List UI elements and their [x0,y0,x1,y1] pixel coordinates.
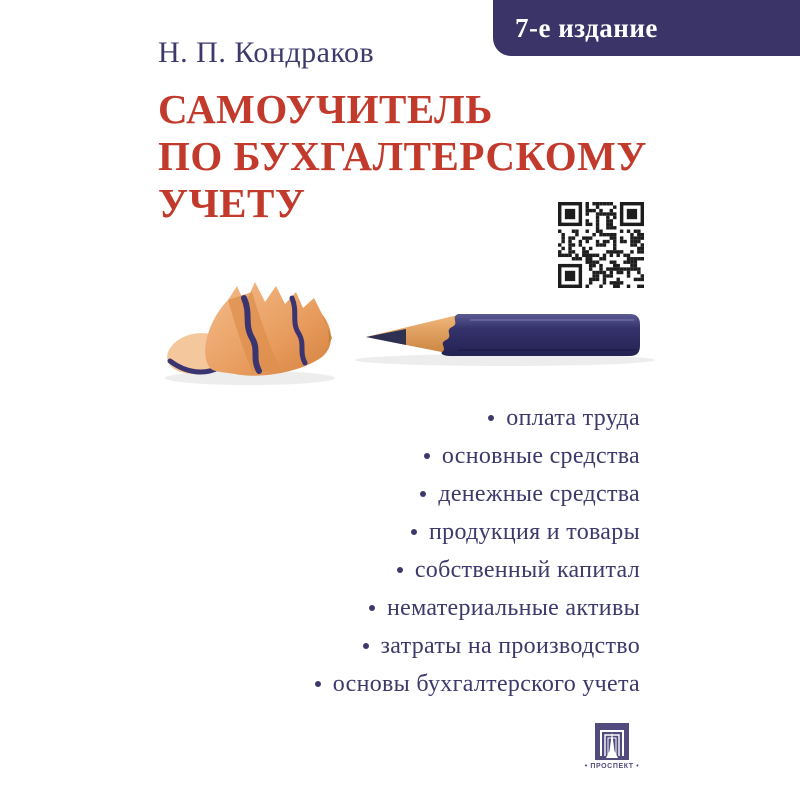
pencil-and-shavings-illustration [140,260,660,400]
topic-label: основы бухгалтерского учета [332,670,640,697]
publisher-label: • ПРОСПЕКТ • [584,763,640,770]
bullet-icon [411,529,417,535]
topic-item [315,513,640,551]
prospekt-logo-icon [595,723,629,761]
topic-label: затраты на производство [380,632,640,659]
topic-item [315,437,640,475]
bullet-icon [420,491,426,497]
edition-badge [493,0,800,56]
topic-label: денежные средства [438,480,640,507]
bullet-icon [424,453,430,459]
bullet-icon [488,415,494,421]
topic-label: собственный капитал [414,556,640,583]
publisher-logo [575,723,649,770]
author-name: Н. П. Кондраков [158,36,375,69]
topic-label: продукция и товары [429,518,640,545]
pencil [366,314,640,356]
edition-badge-label: 7-е издание [515,12,658,43]
topic-item [315,475,640,513]
bullet-icon [397,567,403,573]
topic-label: основные средства [441,442,640,469]
topic-label: оплата труда [506,404,640,431]
topic-item [315,665,640,703]
topic-item [315,551,640,589]
pencil-graphite-tip [366,329,406,345]
title-line-3: УЧЕТУ [158,180,306,226]
topic-label: нематериальные активы [386,594,640,621]
title-line-1: САМОУЧИТЕЛЬ [158,86,493,132]
topic-item [315,399,640,437]
title-line-2: ПО БУХГАЛТЕРСКОМУ [158,133,647,179]
topics-list [315,399,640,703]
topic-item [315,589,640,627]
topic-item [315,627,640,665]
bullet-icon [363,643,369,649]
pencil-shavings [167,282,332,376]
bullet-icon [315,681,321,687]
bullet-icon [369,605,375,611]
